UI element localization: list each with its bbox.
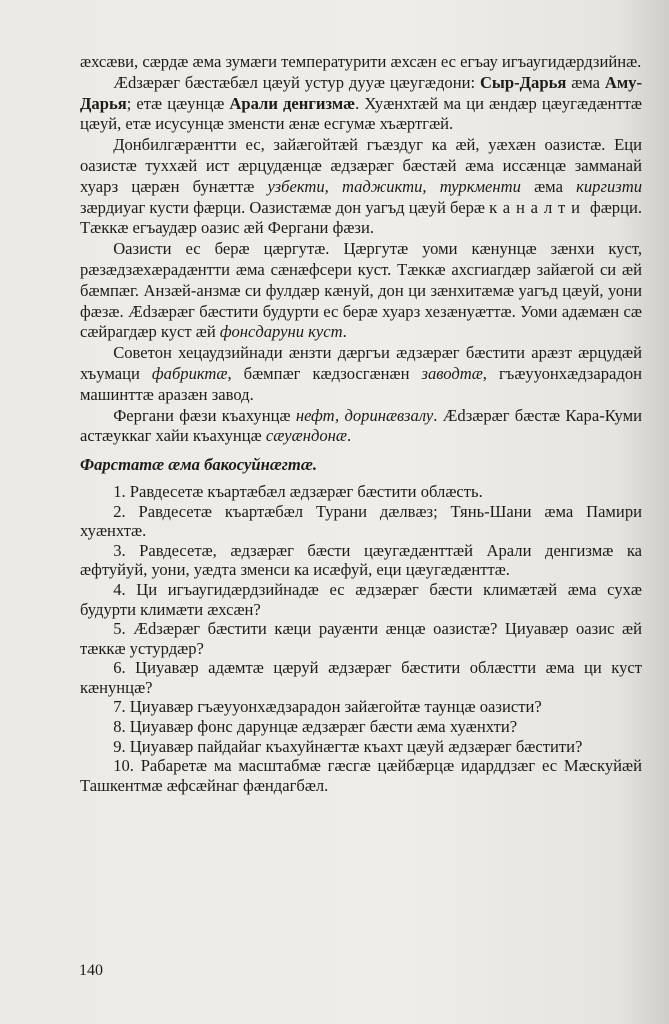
question-item: 6. Циуавæр адæмтæ цæруй æдзæрæг бæстити облæстти æма ци куст кæнунцæ?: [80, 658, 642, 697]
aral-sea-term: Арали денгизмæ: [229, 93, 356, 113]
paragraph-2: [80, 73, 642, 135]
text-run: . Ædзæрæг бæстæ Кара-Куми астæуккаг хайи къахунцæ: [80, 405, 642, 446]
factories-term: фабриктæ: [151, 363, 228, 383]
sulfur-term: сæуæндонæ: [265, 426, 347, 446]
text-run: , гъæууонхæдзарадон машинттæ аразæн завод.: [80, 363, 642, 404]
question-item: 2. Равдесетæ къартæбæл Турани дæлвæз; Тянь-Шани æма Памири хуæнхтæ.: [80, 501, 642, 541]
plants-term: заводтæ: [421, 363, 483, 383]
question-item: 1. Равдесетæ къартæбæл æдзæрæг бæстити облæсть.: [113, 481, 483, 501]
kyrgyz-term: киргизти: [576, 176, 642, 196]
river-amu-darya: Аму-Дарья: [80, 72, 642, 113]
text-run: , бæмпæг кæдзосгæнæн: [227, 363, 422, 383]
text-column: [80, 52, 642, 795]
canals-term: каналти: [489, 197, 586, 217]
oil-gas-term: нефт, доринæвзалу: [295, 405, 434, 425]
question-item: 3. Равдесетæ, æдзæрæг бæсти цæугæдæнттæй Арали денгизмæ ка æфтуйуй, уони, уæдта зменси ка исæфуй, еци цæугæдæнттæ.: [80, 540, 642, 580]
livestock-term: фонсдаруни куст: [219, 322, 343, 342]
questions-heading: Фарстатæ æма бакосуйнæгтæ.: [80, 455, 317, 475]
question-item: 5. Ædзæрæг бæстити кæци рауæнти æнцæ оазистæ? Циуавæр оазис æй тæккæ устурдæр?: [80, 619, 642, 658]
text-run: Фергани фæзи къахунцæ: [113, 405, 296, 425]
peoples-term: узбекти, таджикти, туркменти: [267, 176, 521, 196]
text-run: æхсæви, сæрдæ æма зумæги температурити æхсæн ес егъау игъаугидæрдзийнæ.: [80, 52, 642, 71]
text-run: Донбилгæрæнтти ес, зайæгойтæй гъæздуг ка æй, уæхæн оазистæ. Еци оазистæ туххæй ист æрцудæнцæ æдзæрæг бæстæй æма иссæнцæ замманай хуарз цæрæн бунæттæ: [80, 135, 642, 196]
text-run: ; етæ цæунцæ: [126, 93, 230, 113]
paragraph-3: [80, 135, 642, 239]
paragraph-4: [80, 239, 642, 343]
text-run: Оазисти ес берæ цæргутæ. Цæргутæ уоми кæнунцæ зæнхи куст, рæзæдзæхæрадæнтти æма сæнæфсери куст. Тæккæ ахсгиагдæр зайæгой си æй бæмпæг. Анзæй-анзмæ си фулдæр кæнуй, дон ци зæнхитæмæ уагъд цæуй, уони фæзæ. Ædзæрæг бæстити будурти ес берæ хуарз хезæнуæттæ. Уоми адæмæн сæ сæйрагдæр куст æй: [80, 239, 642, 342]
paragraph-1: [80, 52, 642, 73]
text-run: æма: [566, 72, 605, 92]
paragraph-5: [80, 343, 642, 405]
river-syr-darya: Сыр-Дарья: [479, 72, 567, 92]
text-run: . Хуæнхтæй ма ци æндæр цæугæдæнттæ цæуй, етæ исусунцæ зменсти æнæ есгумæ хъæртгæй.: [80, 93, 642, 134]
text-run: æма: [520, 176, 577, 196]
text-run: Советон хецаудзийнади æнзти дæргъи æдзæрæг бæстити арæзт æрцудæй хъумаци: [80, 343, 642, 383]
question-item: 9. Циуавæр пайдайаг къахуйнæгтæ къахт цæуй æдзæрæг бæстити?: [113, 736, 583, 756]
text-run: фæрци. Тæккæ егъаудæр оазис æй Фергани фæзи.: [80, 197, 642, 238]
question-item: 7. Циуавæр гъæууонхæдзарадон зайæгойтæ таунцæ оазисти?: [113, 697, 542, 717]
question-item: 10. Рабаретæ ма масштабмæ гæсгæ цæйбæрцæ идарддзæг ес Мæскуйæй Ташкентмæ æфсæйнаг фæндагбæл.: [80, 756, 642, 795]
text-run: .: [342, 322, 347, 342]
question-item: 4. Ци игъаугидæрдзийнадæ ес æдзæрæг бæсти климæтæй æма сухæ будурти климæти æхсæн?: [80, 579, 642, 619]
paragraph-6: [80, 406, 642, 448]
questions-list: [80, 482, 642, 796]
page-number: 140: [79, 962, 103, 979]
question-item: 8. Циуавæр фонс дарунцæ æдзæрæг бæсти æма хуæнхти?: [113, 717, 518, 737]
text-run: зæрдиуаг кусти фæрци. Оазистæмæ дон уагъд цæуй берæ: [80, 197, 490, 217]
text-run: .: [346, 426, 352, 446]
text-run: Ædзæрæг бæстæбæл цæуй устур дууæ цæугæдони:: [113, 72, 480, 92]
